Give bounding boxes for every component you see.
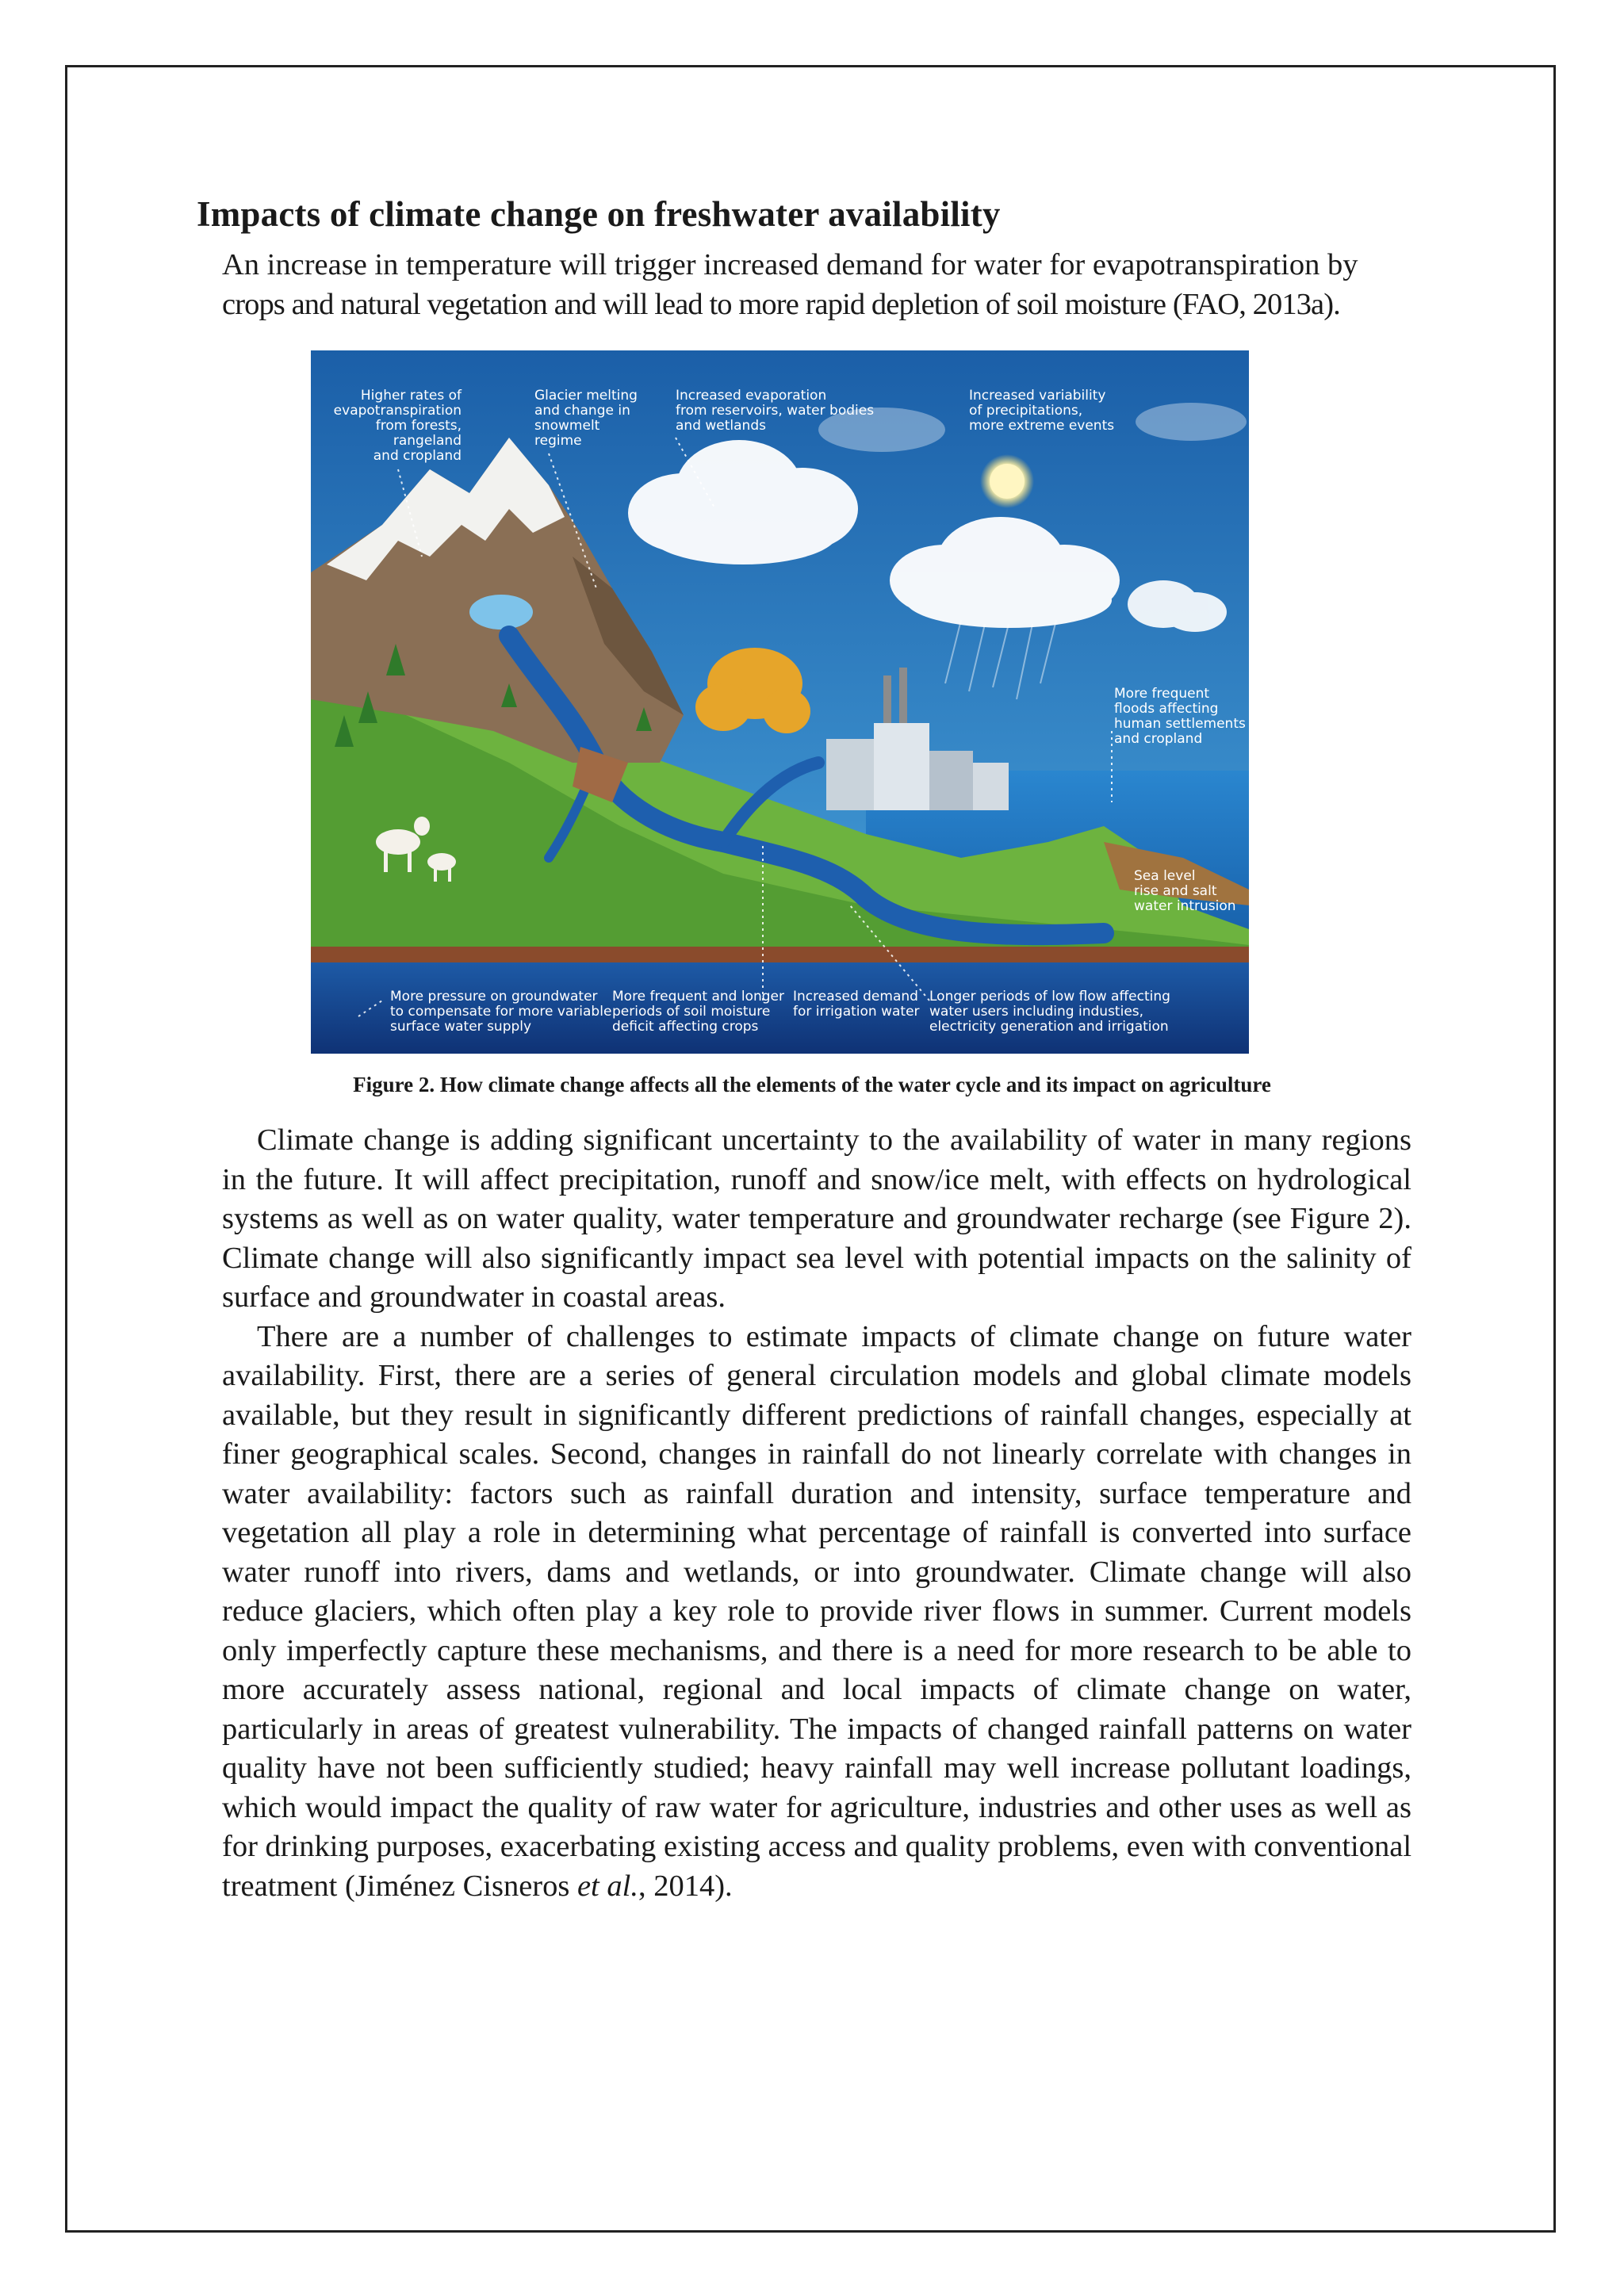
fig-label-irrigation: Increased demand xyxy=(793,989,918,1004)
svg-text:of precipitations, xyxy=(969,403,1082,419)
svg-text:Glacier melting xyxy=(534,388,638,404)
svg-text:Increased variability xyxy=(969,388,1105,404)
fig-label-floods: More frequent xyxy=(1114,686,1210,702)
fig-label-evapotranspiration: and cropland xyxy=(373,448,462,464)
svg-text:regime xyxy=(534,433,582,449)
svg-text:Increased evaporation xyxy=(676,388,826,404)
fig-label-evaporation: and wetlands xyxy=(676,418,766,434)
fig-label-soil-moisture: More frequent and longer xyxy=(612,989,784,1004)
fig-label-glacier: regime xyxy=(534,433,582,449)
soil-band xyxy=(311,947,1249,962)
svg-text:Higher rates of xyxy=(361,388,462,404)
fig-label-irrigation: for irrigation water xyxy=(793,1004,920,1020)
paragraph: Climate change is adding significant uncertainty to the availability of water in many regions in the future. It will affect precipitation, runoff and snow/ice melt, with effects on hydrological systems as well as on water quality, water temperature and groundwater recharge (see Figure 2). Climate change will also significantly impact sea level with potential impacts on the salinity of surface and groundwater in coastal areas. xyxy=(222,1123,1411,1314)
fig-label-soil-moisture: deficit affecting crops xyxy=(612,1019,759,1035)
fig-label-groundwater: to compensate for more variable xyxy=(390,1004,612,1020)
fig-label-variability: Increased variability xyxy=(969,388,1106,404)
fig-label-evapotranspiration: rangeland xyxy=(393,433,462,449)
figure-caption: Figure 2. How climate change affects all the elements of the water cycle and its impact on agriculture xyxy=(353,1073,1271,1096)
fig-label-evaporation: from reservoirs, water bodies xyxy=(676,403,875,419)
body-text xyxy=(222,1121,1411,1906)
fig-label-sea-level: rise and salt xyxy=(1134,883,1217,899)
svg-text:More frequent and longer xyxy=(612,989,784,1004)
fig-label-evaporation: Increased evaporation xyxy=(676,388,827,404)
svg-text:from forests, xyxy=(376,418,462,434)
fig-label-evapotranspiration: Higher rates of xyxy=(360,388,462,404)
svg-text:to compensate for more variabl xyxy=(390,1004,611,1020)
svg-text:and change in xyxy=(534,403,630,419)
citation-et-al: et al. xyxy=(576,1869,638,1903)
water-cycle-figure xyxy=(311,350,1249,1054)
fig-label-glacier: Glacier melting xyxy=(534,388,638,404)
svg-text:surface water supply xyxy=(390,1019,531,1035)
svg-text:water intrusion xyxy=(1134,898,1236,914)
svg-text:More pressure on groundwater xyxy=(390,989,598,1004)
fig-label-variability: more extreme events xyxy=(969,418,1115,434)
fig-label-groundwater: surface water supply xyxy=(390,1019,532,1035)
svg-text:Sea level xyxy=(1134,868,1196,884)
fig-label-low-flow: Longer periods of low flow affecting xyxy=(929,989,1170,1004)
fig-label-soil-moisture: periods of soil moisture xyxy=(612,1004,771,1020)
svg-text:evapotranspiration xyxy=(334,403,462,419)
svg-text:more extreme events xyxy=(969,418,1114,434)
svg-text:electricity generation and irr xyxy=(929,1019,1169,1035)
svg-text:rise and salt xyxy=(1134,883,1217,899)
intro-line: crops and natural vegetation and will lead to more rapid depletion of soil moisture (FAO, 2013a). xyxy=(222,288,1340,321)
fig-label-evapotranspiration: evapotranspiration xyxy=(333,403,462,419)
svg-text:rangeland xyxy=(393,433,462,449)
fig-label-sea-level: Sea level xyxy=(1134,868,1196,884)
fig-label-low-flow: water users including industies, xyxy=(929,1004,1144,1020)
paragraph-text: There are a number of challenges to estimate impacts of climate change on future water availability. First, there are a series of general circulation models and global climate models available, but they result in significantly different predictions of rainfall changes, especially at finer geographical scales. Second, changes in rainfall do not linearly correlate with changes in water availability: factors such as rainfall duration and intensity, surface temperature and vegetation all play a role in determining what percentage of rainfall is converted into surface water runoff into rivers, dams and wetlands, or into groundwater. Climate change will also reduce glaciers, which often play a key role to provide river flows in summer. Current models only imperfectly capture these mechanisms, and there is a need for more research to be able to more accurately assess national, regional and local impacts of climate change on water, particularly in areas of greatest vulnerability. The impacts of changed rainfall patterns on water quality have not been sufficiently studied; heavy rainfall may well increase pollutant loadings, which would impact the quality of raw water for agriculture, industries and other uses as well as for drinking purposes, exacerbating existing access and quality problems, even with conventional treatment (Jiménez Cisneros xyxy=(222,1319,1412,1903)
svg-text:deficit affecting crops xyxy=(612,1019,759,1035)
intro-paragraph xyxy=(222,245,1411,324)
paragraph xyxy=(222,1318,1411,1907)
svg-text:for irrigation water xyxy=(793,1004,920,1020)
fig-label-glacier: and change in xyxy=(534,403,630,419)
section-heading: Impacts of climate change on freshwater availability xyxy=(197,194,1001,234)
svg-text:and cropland xyxy=(1114,731,1202,747)
fig-label-floods: floods affecting xyxy=(1114,701,1219,717)
svg-text:and wetlands xyxy=(676,418,766,434)
intro-line: An increase in temperature will trigger increased demand for water for evapotranspiration by xyxy=(222,248,1358,281)
svg-text:water users including industie xyxy=(929,1004,1143,1020)
svg-text:periods of soil moisture xyxy=(612,1004,770,1020)
svg-text:More frequent xyxy=(1114,686,1209,702)
fig-label-floods: human settlements xyxy=(1114,716,1246,732)
fig-label-glacier: snowmelt xyxy=(534,418,600,434)
svg-text:snowmelt xyxy=(534,418,600,434)
glacier-lake xyxy=(469,595,533,629)
svg-text:human settlements xyxy=(1114,716,1246,732)
fig-label-evapotranspiration: from forests, xyxy=(375,418,462,434)
fig-label-variability: of precipitations, xyxy=(969,403,1083,419)
svg-text:floods affecting xyxy=(1114,701,1218,717)
svg-text:Longer periods of low flow aff xyxy=(929,989,1170,1004)
fig-label-groundwater: More pressure on groundwater xyxy=(390,989,598,1004)
fig-label-low-flow: electricity generation and irrigation xyxy=(929,1019,1169,1035)
water-cycle-illustration xyxy=(311,350,1249,1054)
fig-label-floods: and cropland xyxy=(1114,731,1203,747)
fig-label-sea-level: water intrusion xyxy=(1134,898,1236,914)
svg-text:Increased demand xyxy=(793,989,918,1004)
svg-text:and cropland xyxy=(373,448,462,464)
citation-year: , 2014). xyxy=(638,1869,733,1903)
svg-text:from reservoirs, water bodies xyxy=(676,403,874,419)
